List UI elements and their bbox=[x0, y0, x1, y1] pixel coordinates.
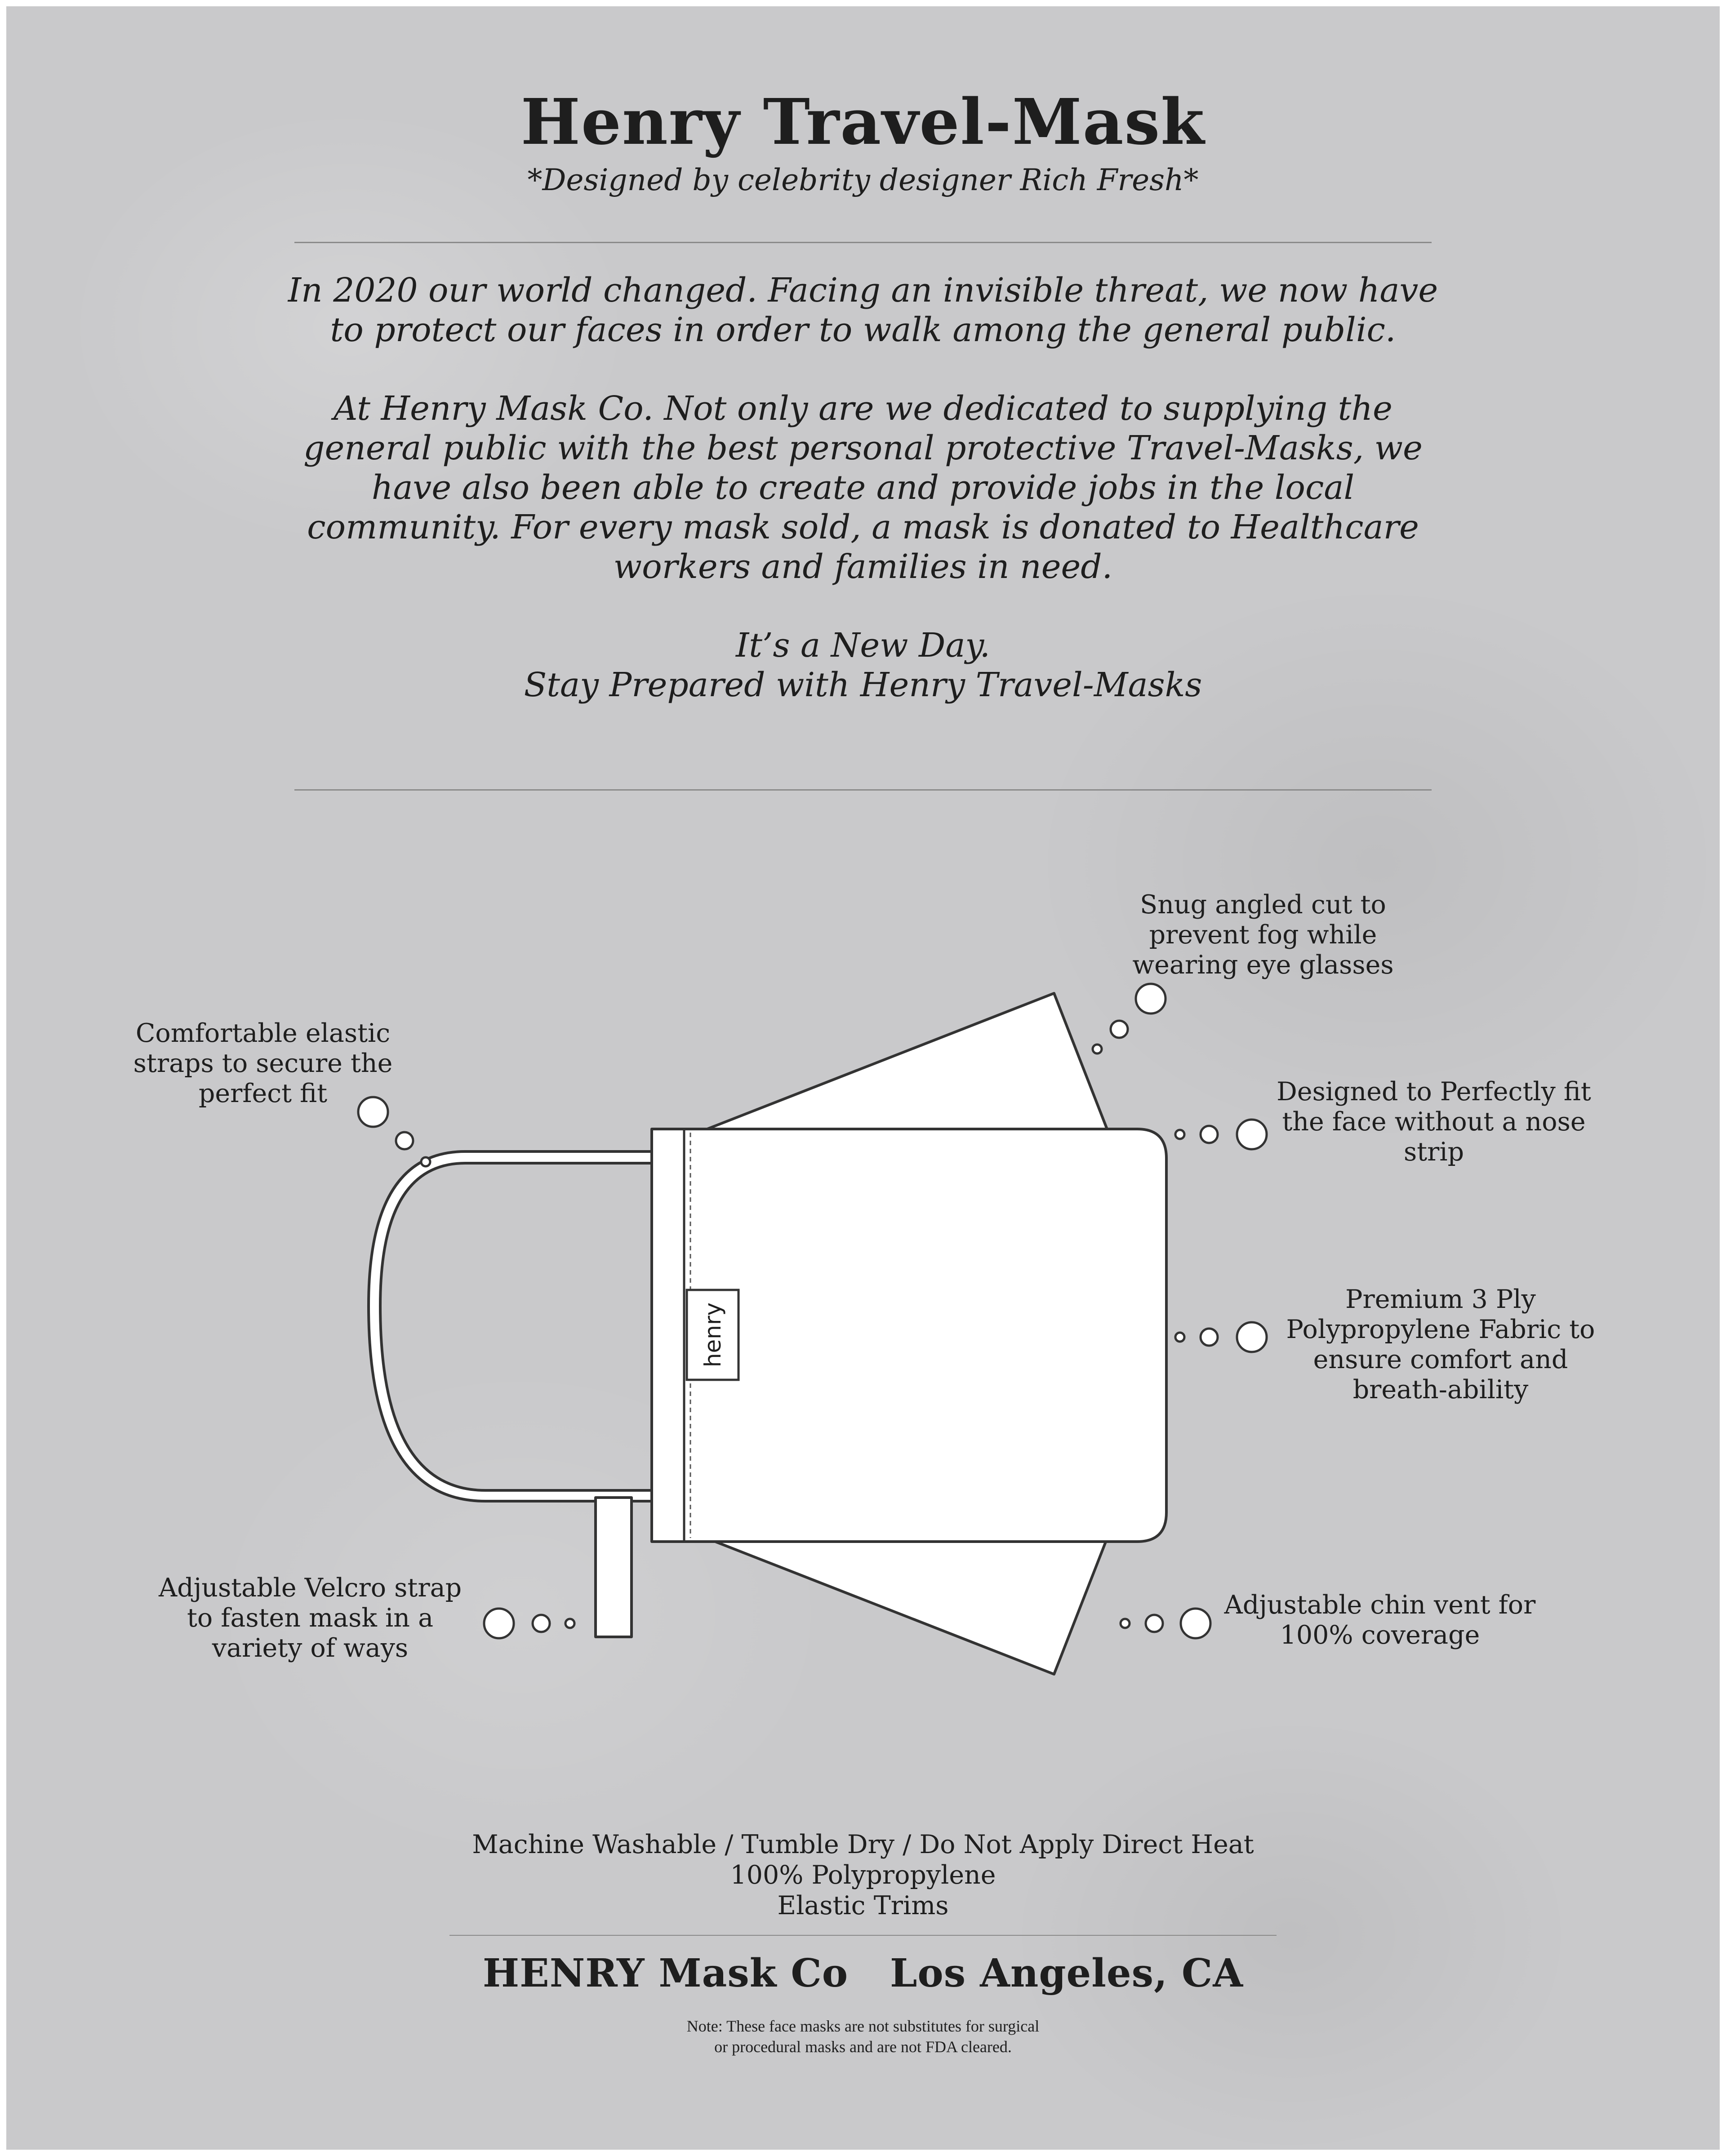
callout-chin-vent: Adjustable chin vent for 100% coverage bbox=[1224, 1590, 1536, 1650]
intro-paragraph-1: In 2020 our world changed. Facing an invisible threat, we now have to protect our faces in order to walk among the general public. bbox=[288, 271, 1438, 349]
callout-face-fit: Designed to Perfectly fit the face without a nose strip bbox=[1277, 1077, 1591, 1167]
care-line-1: Machine Washable / Tumble Dry / Do Not Apply Direct Heat bbox=[472, 1830, 1254, 1859]
callout-elastic-straps: Comfortable elastic straps to secure the perfect fit bbox=[133, 1018, 393, 1108]
callout-fabric: Premium 3 Ply Polypropylene Fabric to ensure comfort and breath-ability bbox=[1286, 1285, 1595, 1405]
slogan-line-1: It’s a New Day. bbox=[736, 626, 990, 665]
bottom-flap bbox=[692, 1533, 1109, 1674]
care-line-3: Elastic Trims bbox=[777, 1891, 949, 1920]
elastic-strap bbox=[369, 1151, 652, 1501]
designer-subtitle: *Designed by celebrity designer Rich Fresh* bbox=[527, 163, 1199, 197]
velcro-tab bbox=[596, 1498, 632, 1637]
footer-divider bbox=[449, 1935, 1277, 1936]
care-instructions bbox=[0, 1829, 1726, 1921]
fda-note bbox=[0, 2016, 1726, 2057]
callout-angled-cut: Snug angled cut to prevent fog while wearing eye glasses bbox=[1132, 890, 1394, 980]
note-line-1: Note: These face masks are not substitutes for surgical bbox=[686, 2017, 1040, 2035]
page-title: Henry Travel-Mask bbox=[520, 85, 1206, 159]
intro-paragraph-2: At Henry Mask Co. Not only are we dedicated to supplying the general public with the best personal protective Travel-Masks, we have also been able to create and provide jobs in the local community. For every mask sold, a mask is donated to Healthcare workers and families in need. bbox=[303, 389, 1423, 586]
care-line-2: 100% Polypropylene bbox=[730, 1860, 996, 1890]
top-flap bbox=[692, 993, 1109, 1135]
note-line-2: or procedural masks and are not FDA cleared. bbox=[714, 2038, 1012, 2056]
callout-velcro: Adjustable Velcro strap to fasten mask in a variety of ways bbox=[158, 1573, 462, 1663]
slogan-line-2: Stay Prepared with Henry Travel-Masks bbox=[524, 666, 1202, 704]
henry-tag-label: henry bbox=[700, 1302, 726, 1368]
brand-footer: HENRY Mask Co Los Angeles, CA bbox=[482, 1951, 1244, 1996]
